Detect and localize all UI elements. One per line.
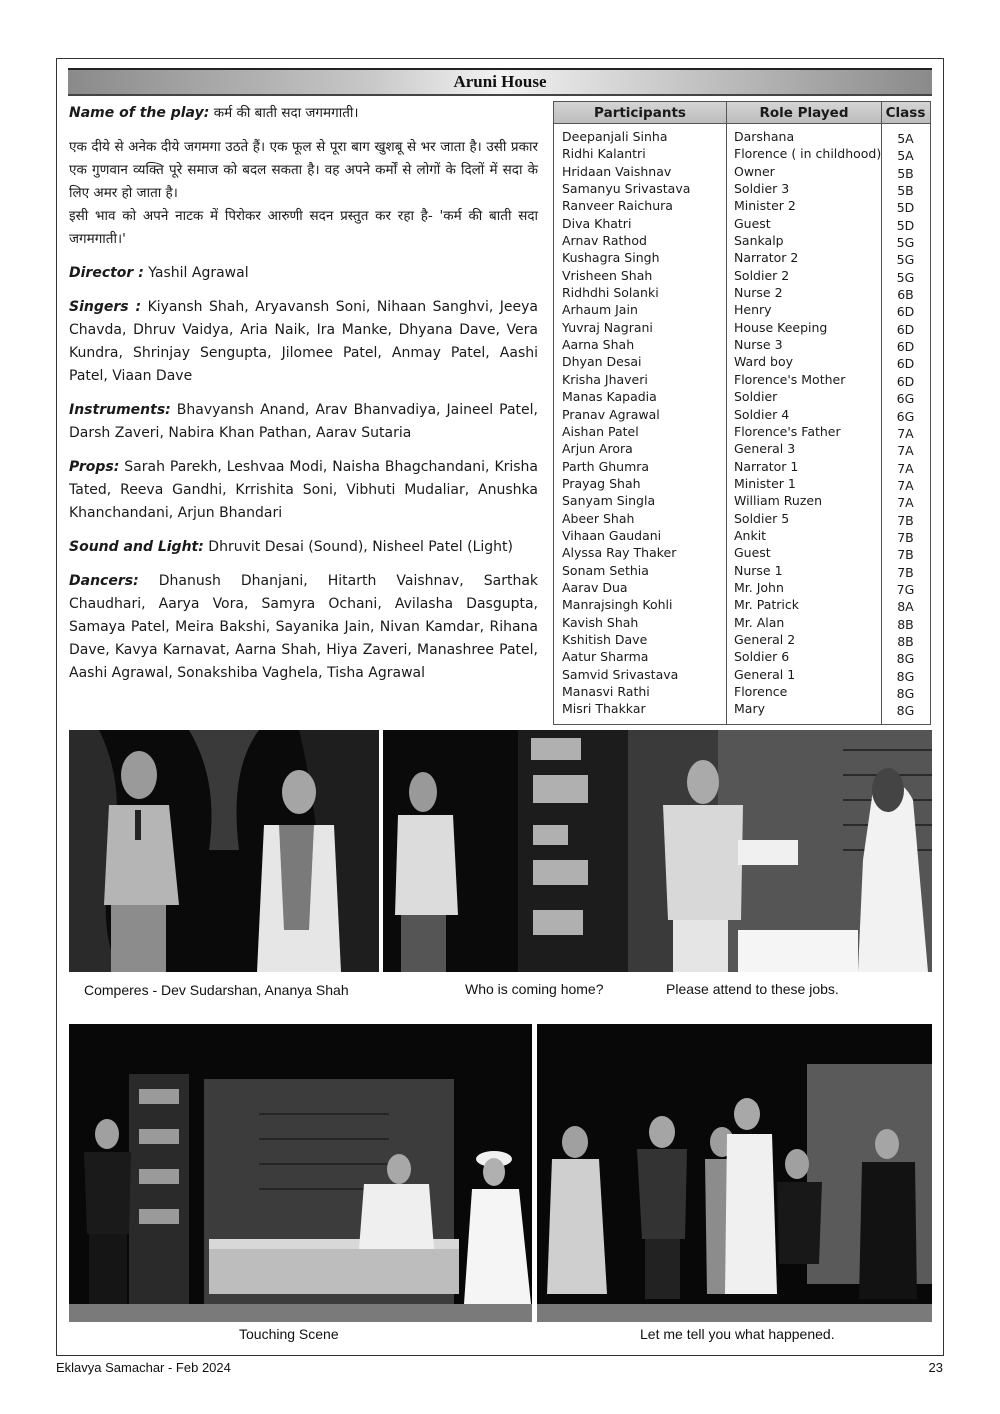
role-played: Soldier (734, 389, 778, 405)
props-label: Props: (69, 459, 120, 475)
class-value: 8G (896, 651, 915, 666)
class-value: 8G (896, 686, 915, 701)
sound-light-credit (69, 536, 538, 559)
cast-table-body (554, 124, 930, 724)
instruments-names: Bhavyansh Anand, Arav Bhanvadiya, Jaineel Patel, Darsh Zaveri, Nabira Khan Pathan, Aarav Sutaria (69, 402, 538, 441)
class-value: 7B (897, 512, 914, 527)
class-value: 8B (897, 633, 914, 649)
sound-light-label: Sound and Light: (69, 539, 204, 555)
participant-name: Diva Khatri (562, 215, 632, 231)
photo-comperes (69, 730, 379, 972)
class-value: 6D (896, 304, 915, 319)
role-played: Mr. John (734, 579, 784, 595)
role-played: General 2 (734, 631, 796, 647)
role-played: Sankalp (734, 233, 784, 249)
class-value: 5D (896, 200, 915, 215)
play-name (69, 102, 538, 125)
class-value: 7G (896, 581, 915, 597)
participant-name: Parth Ghumra (562, 458, 650, 474)
role-played: Florence (734, 684, 788, 699)
role-played: Soldier 6 (734, 649, 790, 665)
role-played: General 3 (734, 441, 796, 457)
class-value: 8B (897, 616, 914, 631)
participant-name: Arhaum Jain (562, 302, 638, 318)
class-value: 5B (897, 183, 914, 198)
cast-table (553, 101, 931, 725)
singers-label: Singers : (69, 299, 142, 315)
header-role: Role Played (727, 102, 882, 123)
props-names: Sarah Parekh, Leshvaa Modi, Naisha Bhagchandani, Krisha Tated, Reeva Gandhi, Krrishita Soni, Vibhuti Mudaliar, Anushka Khanchandani, Arjun Bhandari (69, 459, 539, 521)
section-title: Aruni House (453, 72, 547, 91)
class-value: 6B (897, 287, 914, 302)
participants-column (554, 124, 727, 724)
sound-light-names: Dhruvit Desai (Sound), Nisheel Patel (Light) (208, 539, 514, 555)
class-value: 5G (896, 252, 915, 267)
photo-let-me-tell-you (537, 1024, 932, 1322)
class-value: 7A (897, 425, 914, 441)
class-value: 5G (896, 269, 915, 285)
participant-name: Kshitish Dave (562, 631, 648, 647)
role-played: Darshana (734, 129, 795, 144)
role-played: Guest (734, 545, 771, 561)
participant-name: Krisha Jhaveri (562, 371, 648, 387)
role-played: Minister 1 (734, 475, 796, 491)
participant-name: Vihaan Gaudani (562, 527, 662, 543)
instruments-label: Instruments: (69, 402, 171, 418)
class-value: 6D (896, 339, 915, 354)
footer-page-number: 23 (928, 1360, 943, 1375)
role-played: Ward boy (734, 354, 794, 370)
participant-name: Sonam Sethia (562, 562, 649, 578)
role-played: Florence's Mother (734, 371, 846, 387)
participant-name: Misri Thakkar (562, 701, 646, 717)
role-played: William Ruzen (734, 493, 823, 509)
class-value: 7B (897, 547, 914, 562)
director-name: Yashil Agrawal (148, 265, 249, 281)
class-value: 7A (897, 495, 914, 510)
participant-name: Deepanjali Sinha (562, 129, 668, 144)
role-played: Guest (734, 215, 771, 231)
role-played: Ankit (734, 527, 767, 543)
participant-name: Ridhi Kalantri (562, 146, 646, 162)
role-played: Owner (734, 163, 775, 179)
participant-name: Alyssa Ray Thaker (562, 545, 677, 561)
header-class: Class (885, 105, 926, 121)
role-played: Nurse 3 (734, 337, 783, 353)
role-played: Mr. Patrick (734, 597, 799, 613)
participant-name: Dhyan Desai (562, 354, 642, 370)
play-details (69, 102, 538, 696)
class-value: 7A (897, 460, 914, 475)
play-name-label: Name of the play: (69, 105, 210, 121)
participant-name: Hridaan Vaishnav (562, 163, 672, 179)
participant-name: Arjun Arora (562, 441, 633, 457)
role-played: Florence's Father (734, 423, 841, 439)
caption-who-is-coming: Who is coming home? (465, 981, 604, 997)
participant-name: Ranveer Raichura (562, 198, 673, 214)
participant-name: Aishan Patel (562, 423, 639, 439)
role-played: Minister 2 (734, 198, 796, 214)
participant-name: Aatur Sharma (562, 649, 649, 665)
role-played: House Keeping (734, 319, 828, 335)
role-played: Nurse 2 (734, 285, 783, 301)
class-value: 7A (897, 443, 914, 458)
participant-name: Ridhdhi Solanki (562, 285, 659, 301)
participant-name: Samanyu Srivastava (562, 181, 691, 197)
class-value: 6G (896, 408, 915, 423)
role-played: General 1 (734, 666, 796, 682)
class-value: 5D (896, 217, 915, 233)
class-value: 6G (896, 391, 915, 406)
participant-name: Aarav Dua (562, 579, 628, 595)
role-played: Soldier 2 (734, 267, 790, 283)
participant-name: Abeer Shah (562, 510, 635, 526)
participant-name: Vrisheen Shah (562, 267, 653, 283)
caption-let-me-tell: Let me tell you what happened. (640, 1326, 835, 1342)
role-played: Soldier 5 (734, 510, 790, 526)
class-value: 6D (896, 356, 915, 371)
dancers-credit (69, 570, 538, 685)
caption-attend-jobs: Please attend to these jobs. (666, 981, 839, 997)
class-value: 7B (897, 529, 914, 545)
role-played: Soldier 3 (734, 181, 790, 197)
class-value: 5A (897, 131, 914, 146)
participant-name: Manas Kapadia (562, 389, 657, 405)
class-value: 7B (897, 564, 914, 579)
participant-name: Aarna Shah (562, 337, 635, 353)
class-value: 5G (896, 235, 915, 250)
props-credit (69, 456, 538, 525)
class-value: 6D (896, 321, 915, 337)
role-played: Mr. Alan (734, 614, 785, 630)
role-played: Henry (734, 302, 772, 318)
class-value: 6D (896, 373, 915, 389)
participant-name: Sanyam Singla (562, 493, 656, 509)
roles-column (727, 124, 882, 724)
photo-stage-scene (383, 730, 932, 972)
participant-name: Kavish Shah (562, 614, 639, 630)
dancers-names: Dhanush Dhanjani, Hitarth Vaishnav, Sarthak Chaudhari, Aarya Vora, Samyra Ochani, Avilasha Dasgupta, Samaya Patel, Meira Bakshi, Sayanika Jain, Nivan Kamdar, Rihana Dave, Kavya Karnavat, Aarna Shah, Hiya Zaveri, Manashree Patel, Aashi Agrawal, Sonakshiba Vaghela, Tisha Agrawal (69, 573, 539, 681)
class-value: 7A (897, 477, 914, 493)
footer-publication: Eklavya Samachar - Feb 2024 (56, 1360, 231, 1375)
role-played: Narrator 1 (734, 458, 799, 474)
role-played: Nurse 1 (734, 562, 783, 578)
participant-name: Yuvraj Nagrani (562, 319, 653, 335)
participant-name: Pranav Agrawal (562, 406, 660, 422)
play-intro-2: इसी भाव को अपने नाटक में पिरोकर आरुणी सदन प्रस्तुत कर रहा है- 'कर्म की बाती सदा जगमगाती।' (69, 208, 538, 247)
caption-touching-scene: Touching Scene (239, 1326, 339, 1342)
play-intro: एक दीये से अनेक दीये जगमगा उठते हैं। एक फूल से पूरा बाग खुशबू से भर जाता है। उसी प्रकार एक गुणवान व्यक्ति पूरे समाज को बदल सकता है। वह अपने कर्मों से लोगों के दिलों में सदा के लिए अमर हो जाता है। (69, 139, 538, 201)
singers-names: Kiyansh Shah, Aryavansh Soni, Nihaan Sanghvi, Jeeya Chavda, Dhruv Vaidya, Aria Naik, Ira Manke, Dhyana Dave, Vera Kundra, Shrinjay Sengupta, Jilomee Patel, Anmay Patel, Aashi Patel, Viaan Dave (69, 299, 538, 384)
class-value: 5A (897, 148, 914, 163)
dancers-label: Dancers: (69, 573, 139, 589)
participant-name: Samvid Srivastava (562, 666, 679, 682)
role-played: Mary (734, 701, 765, 717)
director-credit (69, 262, 538, 285)
class-column (882, 124, 929, 724)
role-played: Narrator 2 (734, 250, 799, 266)
header-participants: Participants (554, 102, 727, 123)
participant-name: Manasvi Rathi (562, 684, 650, 699)
photo-touching-scene (69, 1024, 532, 1322)
participant-name: Prayag Shah (562, 475, 641, 491)
role-played: Soldier 4 (734, 406, 790, 422)
cast-table-header (554, 102, 930, 124)
role-played: Florence ( in childhood) (734, 146, 881, 162)
singers-credit (69, 296, 538, 388)
instruments-credit (69, 399, 538, 445)
participant-name: Kushagra Singh (562, 250, 660, 266)
class-value: 8A (897, 599, 914, 614)
director-label: Director : (69, 265, 144, 281)
class-value: 8G (896, 668, 915, 683)
class-value: 8G (896, 703, 915, 718)
section-banner (68, 68, 932, 96)
class-value: 5B (897, 165, 914, 181)
participant-name: Arnav Rathod (562, 233, 647, 249)
caption-comperes: Comperes - Dev Sudarshan, Ananya Shah (84, 982, 349, 998)
participant-name: Manrajsingh Kohli (562, 597, 673, 613)
play-name-value: कर्म की बाती सदा जगमगाती। (213, 105, 359, 121)
